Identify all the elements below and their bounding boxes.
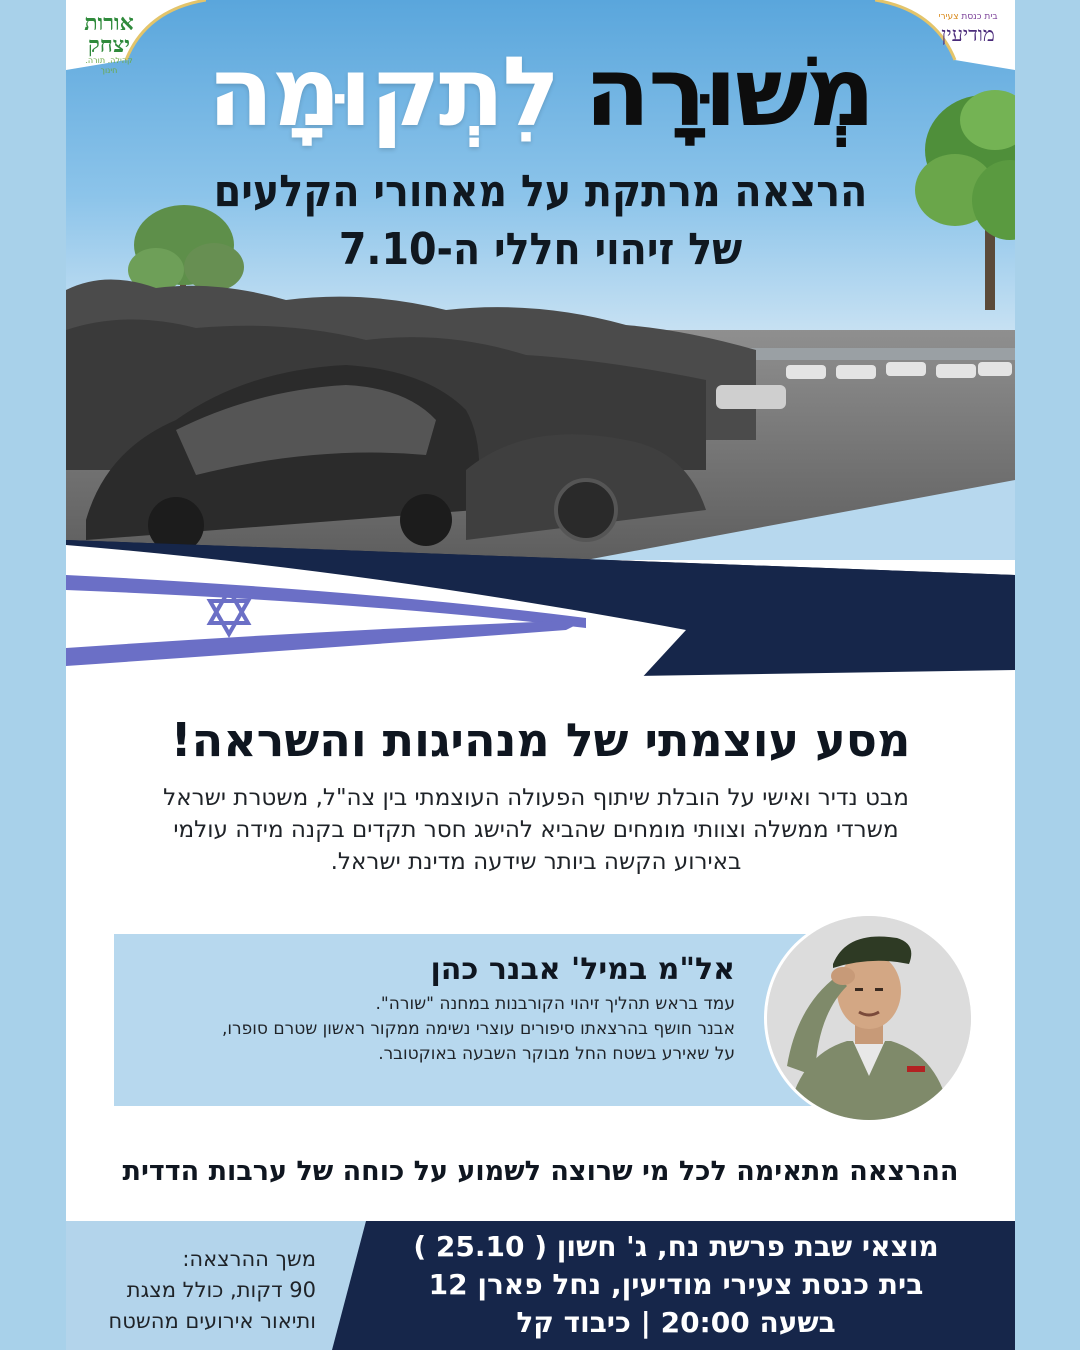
logo-right-main: מודיעין — [941, 22, 995, 46]
speaker-name: אל"מ במיל' אבנר כהן — [430, 952, 735, 987]
intro-line-3: באירוע הקשה ביותר שידעה מדינת ישראל. — [330, 849, 742, 875]
event-time: בשעה 20:00 | כיבוד קל — [516, 1306, 836, 1339]
logo-right-accent: צעירי — [938, 12, 959, 22]
hero-banner — [66, 0, 1015, 560]
speaker-bio-line-1: עמד בראש תהליך זיהוי הקורבנות במחנה "שורה". — [375, 994, 735, 1014]
logo-left-name: אורות יצחק — [84, 10, 134, 58]
duration-info — [76, 1244, 316, 1337]
intro-line-2: משרדי ממשלה וצוותי מומחים שהביא להישג חסר תקדים בקנה מידה עולמי — [173, 817, 899, 843]
duration-line-1: 90 דקות, כולל מצגת — [126, 1278, 316, 1302]
duration-line-2: ותיאור אירועים מהשטח — [108, 1309, 316, 1333]
title-part1: מְשׁוּרָה — [584, 36, 874, 148]
main-title — [66, 32, 1015, 152]
speaker-bio — [95, 992, 735, 1067]
section-heading: מסע עוצמתי של מנהיגות והשראה! — [170, 713, 911, 767]
speaker-bio-line-3: על שאירע בשטח החל מבוקר השבעה באוקטובר. — [378, 1044, 735, 1064]
logo-left-tagline: קהילה. תורה. חינוך — [85, 56, 133, 75]
event-location: בית כנסת צעירי מודיעין, נחל פארן 12 — [428, 1268, 924, 1301]
intro-line-1: מבט נדיר ואישי על הובלת שיתוף הפעולה העוצמתי בין צה"ל, משטרת ישראל — [163, 785, 909, 811]
poster — [66, 0, 1015, 1350]
logo-right-small: בית כנסת — [961, 12, 998, 22]
tagline: ההרצאה מתאימה לכל מי שרוצה לשמוע על כוחה של ערבות הדדית — [122, 1156, 959, 1187]
speaker-portrait-image — [767, 916, 971, 1120]
title-part2: לִתְקוּמָה — [207, 36, 559, 148]
israel-flag-band — [66, 480, 1015, 695]
speaker-portrait — [767, 916, 971, 1120]
speaker-bio-line-2: אבנר חושף בהרצאתו סיפורים עוצרי נשימה ממקור ראשון שטרם סופרו, — [222, 1019, 735, 1039]
event-details — [356, 1228, 996, 1342]
subtitle-line1: הרצאה מרתקת על מאחורי הקלעים — [213, 166, 868, 217]
intro-paragraph — [126, 782, 946, 878]
event-date: מוצאי שבת פרשת נח, ג' חשון ( 25.10 ) — [413, 1230, 939, 1263]
duration-label: משך ההרצאה: — [182, 1247, 316, 1271]
subtitle-line2: של זיהוי חללי ה-7.10 — [338, 224, 743, 275]
